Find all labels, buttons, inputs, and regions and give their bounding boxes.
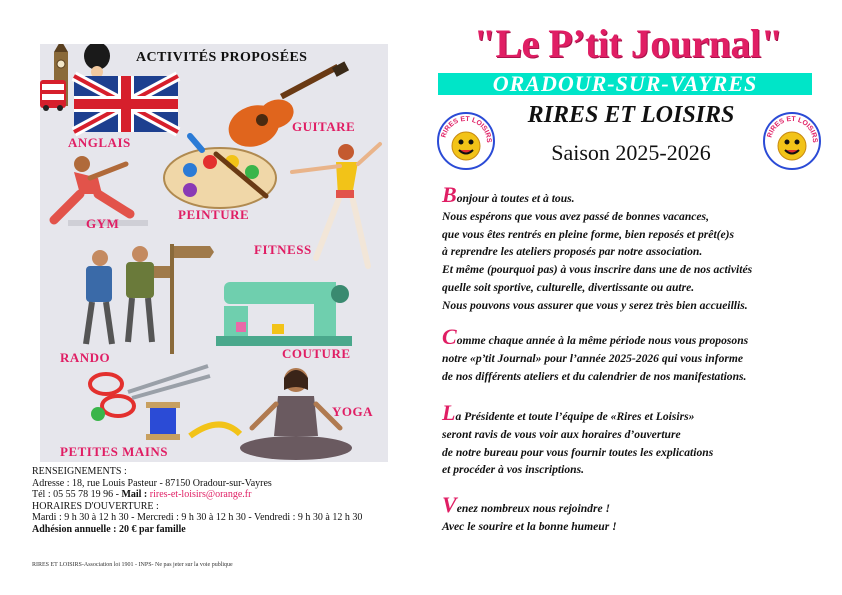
letter-line: à reprendre les ateliers proposés par notre association. bbox=[442, 245, 703, 259]
letter-line: seront ravis de vous voir aux horaires d’ouverture bbox=[442, 427, 681, 441]
dropcap: L bbox=[442, 400, 456, 425]
town-name: ORADOUR-SUR-VAYRES bbox=[492, 71, 758, 96]
letter-paragraph-1 bbox=[442, 182, 832, 315]
letter-line: de notre bureau pour vous fournir toutes les explications bbox=[442, 445, 714, 459]
letter-line: onjour à toutes et à tous. bbox=[456, 192, 575, 205]
letter-line: Nous espérons que vous avez passé de bonnes vacances, bbox=[442, 209, 709, 223]
info-address: Adresse : 18, rue Louis Pasteur - 87150 Oradour-sur-Vayres bbox=[32, 477, 272, 489]
activity-peinture: PEINTURE bbox=[178, 207, 250, 222]
membership-fee: Adhésion annuelle : 20 € par famille bbox=[32, 523, 186, 535]
letter-line: Et même (pourquoi pas) à vous inscrire dans une de nos activités bbox=[442, 263, 753, 277]
palette-icon bbox=[164, 136, 276, 208]
letter-line: Avec le sourire et la bonne humeur ! bbox=[442, 519, 617, 533]
letter-paragraph-2 bbox=[442, 324, 832, 385]
uk-flag bbox=[74, 76, 178, 132]
email-link[interactable]: rires-et-loisirs@orange.fr bbox=[149, 489, 252, 501]
svg-text:RIRES ET LOISIRS: RIRES ET LOISIRS bbox=[440, 115, 493, 143]
letter-line: notre «p’tit Journal» pour l’année 2025-2026 qui vous informe bbox=[442, 351, 744, 365]
activity-gym: GYM bbox=[86, 216, 120, 231]
letter-line: enez nombreux nous rejoindre ! bbox=[456, 502, 611, 515]
activity-anglais: ANGLAIS bbox=[68, 135, 131, 150]
activity-rando: RANDO bbox=[60, 350, 111, 365]
letter-paragraph-4 bbox=[442, 492, 832, 536]
hours-heading: HORAIRES D'OUVERTURE : bbox=[32, 500, 159, 512]
activity-couture: COUTURE bbox=[282, 346, 351, 361]
dropcap: C bbox=[442, 324, 457, 349]
activities-panel bbox=[40, 44, 388, 462]
association-name: RIRES ET LOISIRS bbox=[527, 102, 735, 128]
dropcap: B bbox=[442, 182, 457, 207]
journal-title: "Le P’tit Journal" bbox=[473, 21, 783, 66]
letter-line: que vous êtes rentrés en pleine forme, bien reposés et prêt(e)s bbox=[442, 227, 735, 241]
letter-line: quelle soit sportive, culturelle, divertissante ou autre. bbox=[442, 280, 695, 294]
svg-text:RIRES ET LOISIRS: RIRES ET LOISIRS bbox=[766, 115, 819, 143]
activity-petites-mains: PETITES MAINS bbox=[60, 444, 168, 459]
info-mail-label: Mail : bbox=[121, 489, 150, 501]
association-logo-left bbox=[437, 112, 495, 170]
activity-guitare: GUITARE bbox=[292, 119, 356, 134]
sewing-supplies-icon bbox=[90, 366, 240, 440]
letter-line: Nous pouvons vous assurer que vous y serez très bien accueillis. bbox=[442, 298, 748, 312]
footer-note: RIRES ET LOISIRS-Association loi 1901 - INPS- Ne pas jeter sur la voie publique bbox=[32, 562, 233, 568]
info-tel: Tél : 05 55 78 19 96 - bbox=[32, 489, 122, 501]
activities-title: ACTIVITÉS PROPOSÉES bbox=[136, 50, 308, 65]
association-logo-right bbox=[763, 112, 821, 170]
activity-fitness: FITNESS bbox=[254, 242, 312, 257]
opening-hours: Mardi : 9 h 30 à 12 h 30 - Mercredi : 9 h 30 à 12 h 30 - Vendredi : 9 h 30 à 12 h 30 bbox=[32, 512, 363, 524]
letter-line: et procéder à vos inscriptions. bbox=[442, 463, 585, 477]
sewing-machine-icon bbox=[216, 282, 352, 346]
letter-line: de nos différents ateliers et du calendrier de nos manifestations. bbox=[442, 369, 747, 383]
activities-illustrations bbox=[40, 44, 388, 462]
contact-info bbox=[32, 466, 412, 536]
season-label: Saison 2025-2026 bbox=[551, 140, 711, 165]
letter-line: omme chaque année à la même période nous vous proposons bbox=[456, 334, 749, 347]
letter-paragraph-3 bbox=[442, 400, 832, 479]
letter-line: a Présidente et toute l’équipe de «Rires et Loisirs» bbox=[455, 410, 695, 423]
dropcap: V bbox=[442, 492, 457, 517]
activity-yoga: YOGA bbox=[332, 404, 373, 419]
info-heading: RENSEIGNEMENTS : bbox=[32, 466, 127, 477]
guitar-icon bbox=[223, 61, 349, 153]
hikers-figure bbox=[86, 244, 214, 354]
info-contact-line bbox=[32, 489, 412, 501]
